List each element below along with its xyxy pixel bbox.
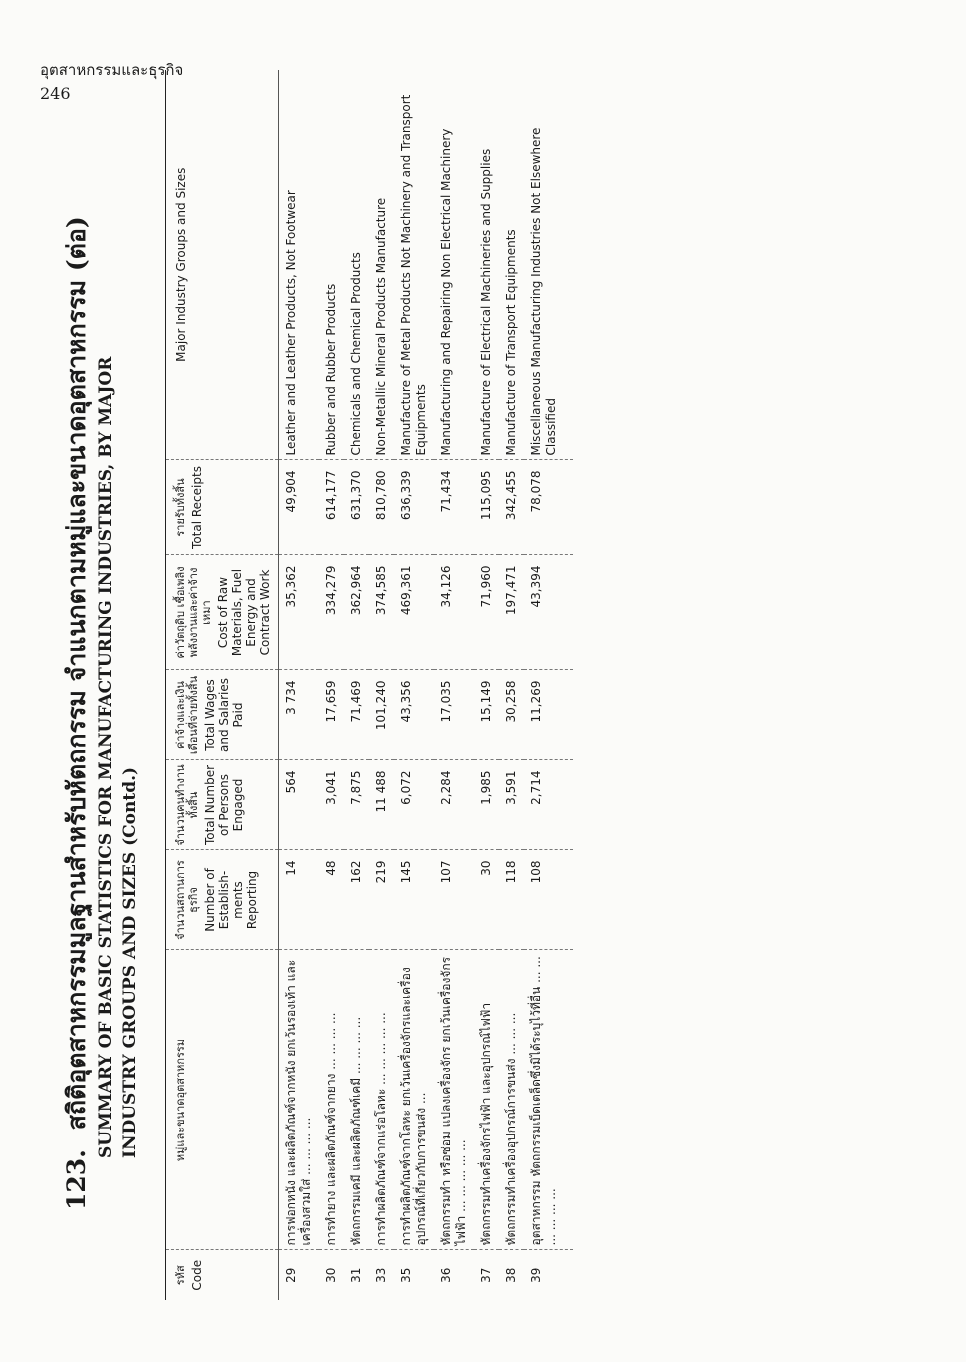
table-row <box>279 70 320 1300</box>
persons-cell: 6,072 <box>394 760 434 850</box>
receipts-cell: 49,904 <box>279 460 320 555</box>
group-english-cell: Manufacturing and Repairing Non Electrical Machinery <box>434 70 474 460</box>
establishments-cell: 14 <box>279 850 320 950</box>
receipts-cell: 810,780 <box>369 460 394 555</box>
cost-cell: 71,960 <box>474 555 499 670</box>
col-establishments-header: จำนวนสถานการธุรกิจ Number of Establish-ments Reporting <box>166 850 279 950</box>
receipts-cell: 631,370 <box>344 460 369 555</box>
persons-cell: 11 488 <box>369 760 394 850</box>
persons-cell: 7,875 <box>344 760 369 850</box>
receipts-cell: 71,434 <box>434 460 474 555</box>
col-persons-header: จำนวนคนทำงานทั้งสิ้น Total Number of Persons Engaged <box>166 760 279 850</box>
establishments-cell: 145 <box>394 850 434 950</box>
group-thai-cell: หัตถกรรมทำเครื่องอุปกรณ์การขนส่ง ... ... ... <box>499 950 524 1250</box>
statistics-table <box>165 70 573 1300</box>
wages-cell: 17,659 <box>319 670 344 760</box>
group-english-cell: Leather and Leather Products, Not Footwear <box>279 70 320 460</box>
page-number: 246 <box>40 84 71 103</box>
table-row <box>434 70 474 1300</box>
group-thai-cell: หัตถกรรมเคมี และผลิตภัณฑ์เคมี ... ... ... ... <box>344 950 369 1250</box>
wages-cell: 71,469 <box>344 670 369 760</box>
establishments-cell: 108 <box>524 850 573 950</box>
persons-cell: 2,284 <box>434 760 474 850</box>
group-thai-cell: การทำผลิตภัณฑ์จากโลหะ ยกเว้นเครื่องจักรและเครื่องอุปกรณ์ที่เกี่ยวกับการขนส่ง ... <box>394 950 434 1250</box>
code-cell: 33 <box>374 1267 388 1283</box>
group-thai-cell: หัตถกรรมทำเครื่องจักรไฟฟ้า และอุปกรณ์ไฟฟ้า <box>474 950 499 1250</box>
col-code-header: รหัส Code <box>166 1250 279 1300</box>
establishments-cell: 48 <box>319 850 344 950</box>
code-cell: 36 <box>439 1267 453 1283</box>
receipts-cell: 78,078 <box>524 460 573 555</box>
group-thai-cell: หัตถกรรมทำ หรือซ่อม แปลงเครื่องจักร ยกเว้นเครื่องจักรไฟฟ้า ... ... ... ... ... <box>434 950 474 1250</box>
group-english-cell: Rubber and Rubber Products <box>319 70 344 460</box>
establishments-cell: 30 <box>474 850 499 950</box>
col-cost-header: ค่าวัตถุดิบ เชื้อเพลิง พลังงานและค่าจ้างเหมา Cost of Raw Materials, Fuel Energy and Contract Work <box>166 555 279 670</box>
cost-cell: 43,394 <box>524 555 573 670</box>
table-row <box>499 70 524 1300</box>
cost-cell: 374,585 <box>369 555 394 670</box>
group-english-cell: Manufacture of Transport Equipments <box>499 70 524 460</box>
title-english-line2: INDUSTRY GROUPS AND SIZES (Contd.) <box>120 766 140 1158</box>
cost-cell: 334,279 <box>319 555 344 670</box>
wages-cell: 17,035 <box>434 670 474 760</box>
table-row <box>474 70 499 1300</box>
group-thai-cell: การทำยาง และผลิตภัณฑ์จากยาง ... ... ... ... <box>319 950 344 1250</box>
code-cell: 38 <box>504 1267 518 1283</box>
group-english-cell: Manufacture of Electrical Machineries and Supplies <box>474 70 499 460</box>
table-number: 123. <box>62 1149 91 1210</box>
wages-cell: 43,356 <box>394 670 434 760</box>
code-cell: 35 <box>399 1267 413 1283</box>
group-english-cell: Chemicals and Chemical Products <box>344 70 369 460</box>
persons-cell: 1,985 <box>474 760 499 850</box>
cost-cell: 35,362 <box>279 555 320 670</box>
col-receipts-header: รายรับทั้งสิ้น Total Receipts <box>166 460 279 555</box>
wages-cell: 30,258 <box>499 670 524 760</box>
title-english-line1: SUMMARY OF BASIC STATISTICS FOR MANUFACTURING INDUSTRIES, BY MAJOR <box>96 356 116 1158</box>
code-cell: 30 <box>324 1267 338 1283</box>
group-english-cell: Miscellaneous Manufacturing Industries Not Elsewhere Classified <box>524 70 573 460</box>
group-english-cell: Manufacture of Metal Products Not Machinery and Transport Equipments <box>394 70 434 460</box>
table-title <box>60 110 142 1210</box>
persons-cell: 3,041 <box>319 760 344 850</box>
table-row <box>344 70 369 1300</box>
group-english-cell: Non-Metallic Mineral Products Manufacture <box>369 70 394 460</box>
code-cell: 29 <box>284 1267 298 1283</box>
persons-cell: 3,591 <box>499 760 524 850</box>
wages-cell: 15,149 <box>474 670 499 760</box>
table-row <box>524 70 573 1300</box>
establishments-cell: 219 <box>369 850 394 950</box>
col-group-english-header: Major Industry Groups and Sizes <box>166 70 279 460</box>
cost-cell: 34,126 <box>434 555 474 670</box>
wages-cell: 11,269 <box>524 670 573 760</box>
cost-cell: 469,361 <box>394 555 434 670</box>
group-thai-cell: อุตสาหกรรม หัตถกรรมเบ็ดเตล็ดซึ่งมิได้ระบุไว้ที่อื่น ... ... ... ... ... ... <box>524 950 573 1250</box>
group-thai-cell: การฟอกหนัง และผลิตภัณฑ์จากหนัง ยกเว้นรองเท้า และเครื่องสวมใส่ ... ... ... ... <box>279 950 320 1250</box>
receipts-cell: 115,095 <box>474 460 499 555</box>
code-cell: 37 <box>479 1267 493 1283</box>
table-row <box>319 70 344 1300</box>
receipts-cell: 614,177 <box>319 460 344 555</box>
establishments-cell: 118 <box>499 850 524 950</box>
receipts-cell: 636,339 <box>394 460 434 555</box>
code-cell: 31 <box>349 1267 363 1283</box>
wages-cell: 101,240 <box>369 670 394 760</box>
establishments-cell: 107 <box>434 850 474 950</box>
wages-cell: 3 734 <box>279 670 320 760</box>
table-row <box>369 70 394 1300</box>
group-thai-cell: การทำผลิตภัณฑ์จากแร่อโลหะ ... ... ... ... ... <box>369 950 394 1250</box>
cost-cell: 197,471 <box>499 555 524 670</box>
persons-cell: 2,714 <box>524 760 573 850</box>
col-wages-header: ค่าจ้างและเงินเดือนที่จ่ายทั้งสิ้น Total Wages and Salaries Paid <box>166 670 279 760</box>
title-thai: สถิติอุตสาหกรรมมูลฐานสำหรับหัตถกรรม จำแนกตามหมู่และขนาดอุตสาหกรรม (ต่อ) <box>62 216 91 1131</box>
section-title: อุตสาหกรรมและธุรกิจ <box>40 61 184 79</box>
code-cell: 39 <box>529 1267 543 1283</box>
cost-cell: 362,964 <box>344 555 369 670</box>
receipts-cell: 342,455 <box>499 460 524 555</box>
col-group-thai-header: หมู่และขนาดอุตสาหกรรม <box>166 950 279 1250</box>
table-row <box>394 70 434 1300</box>
establishments-cell: 162 <box>344 850 369 950</box>
table-header-row <box>166 70 279 1300</box>
persons-cell: 564 <box>279 760 320 850</box>
rotated-table-page <box>60 70 920 1300</box>
